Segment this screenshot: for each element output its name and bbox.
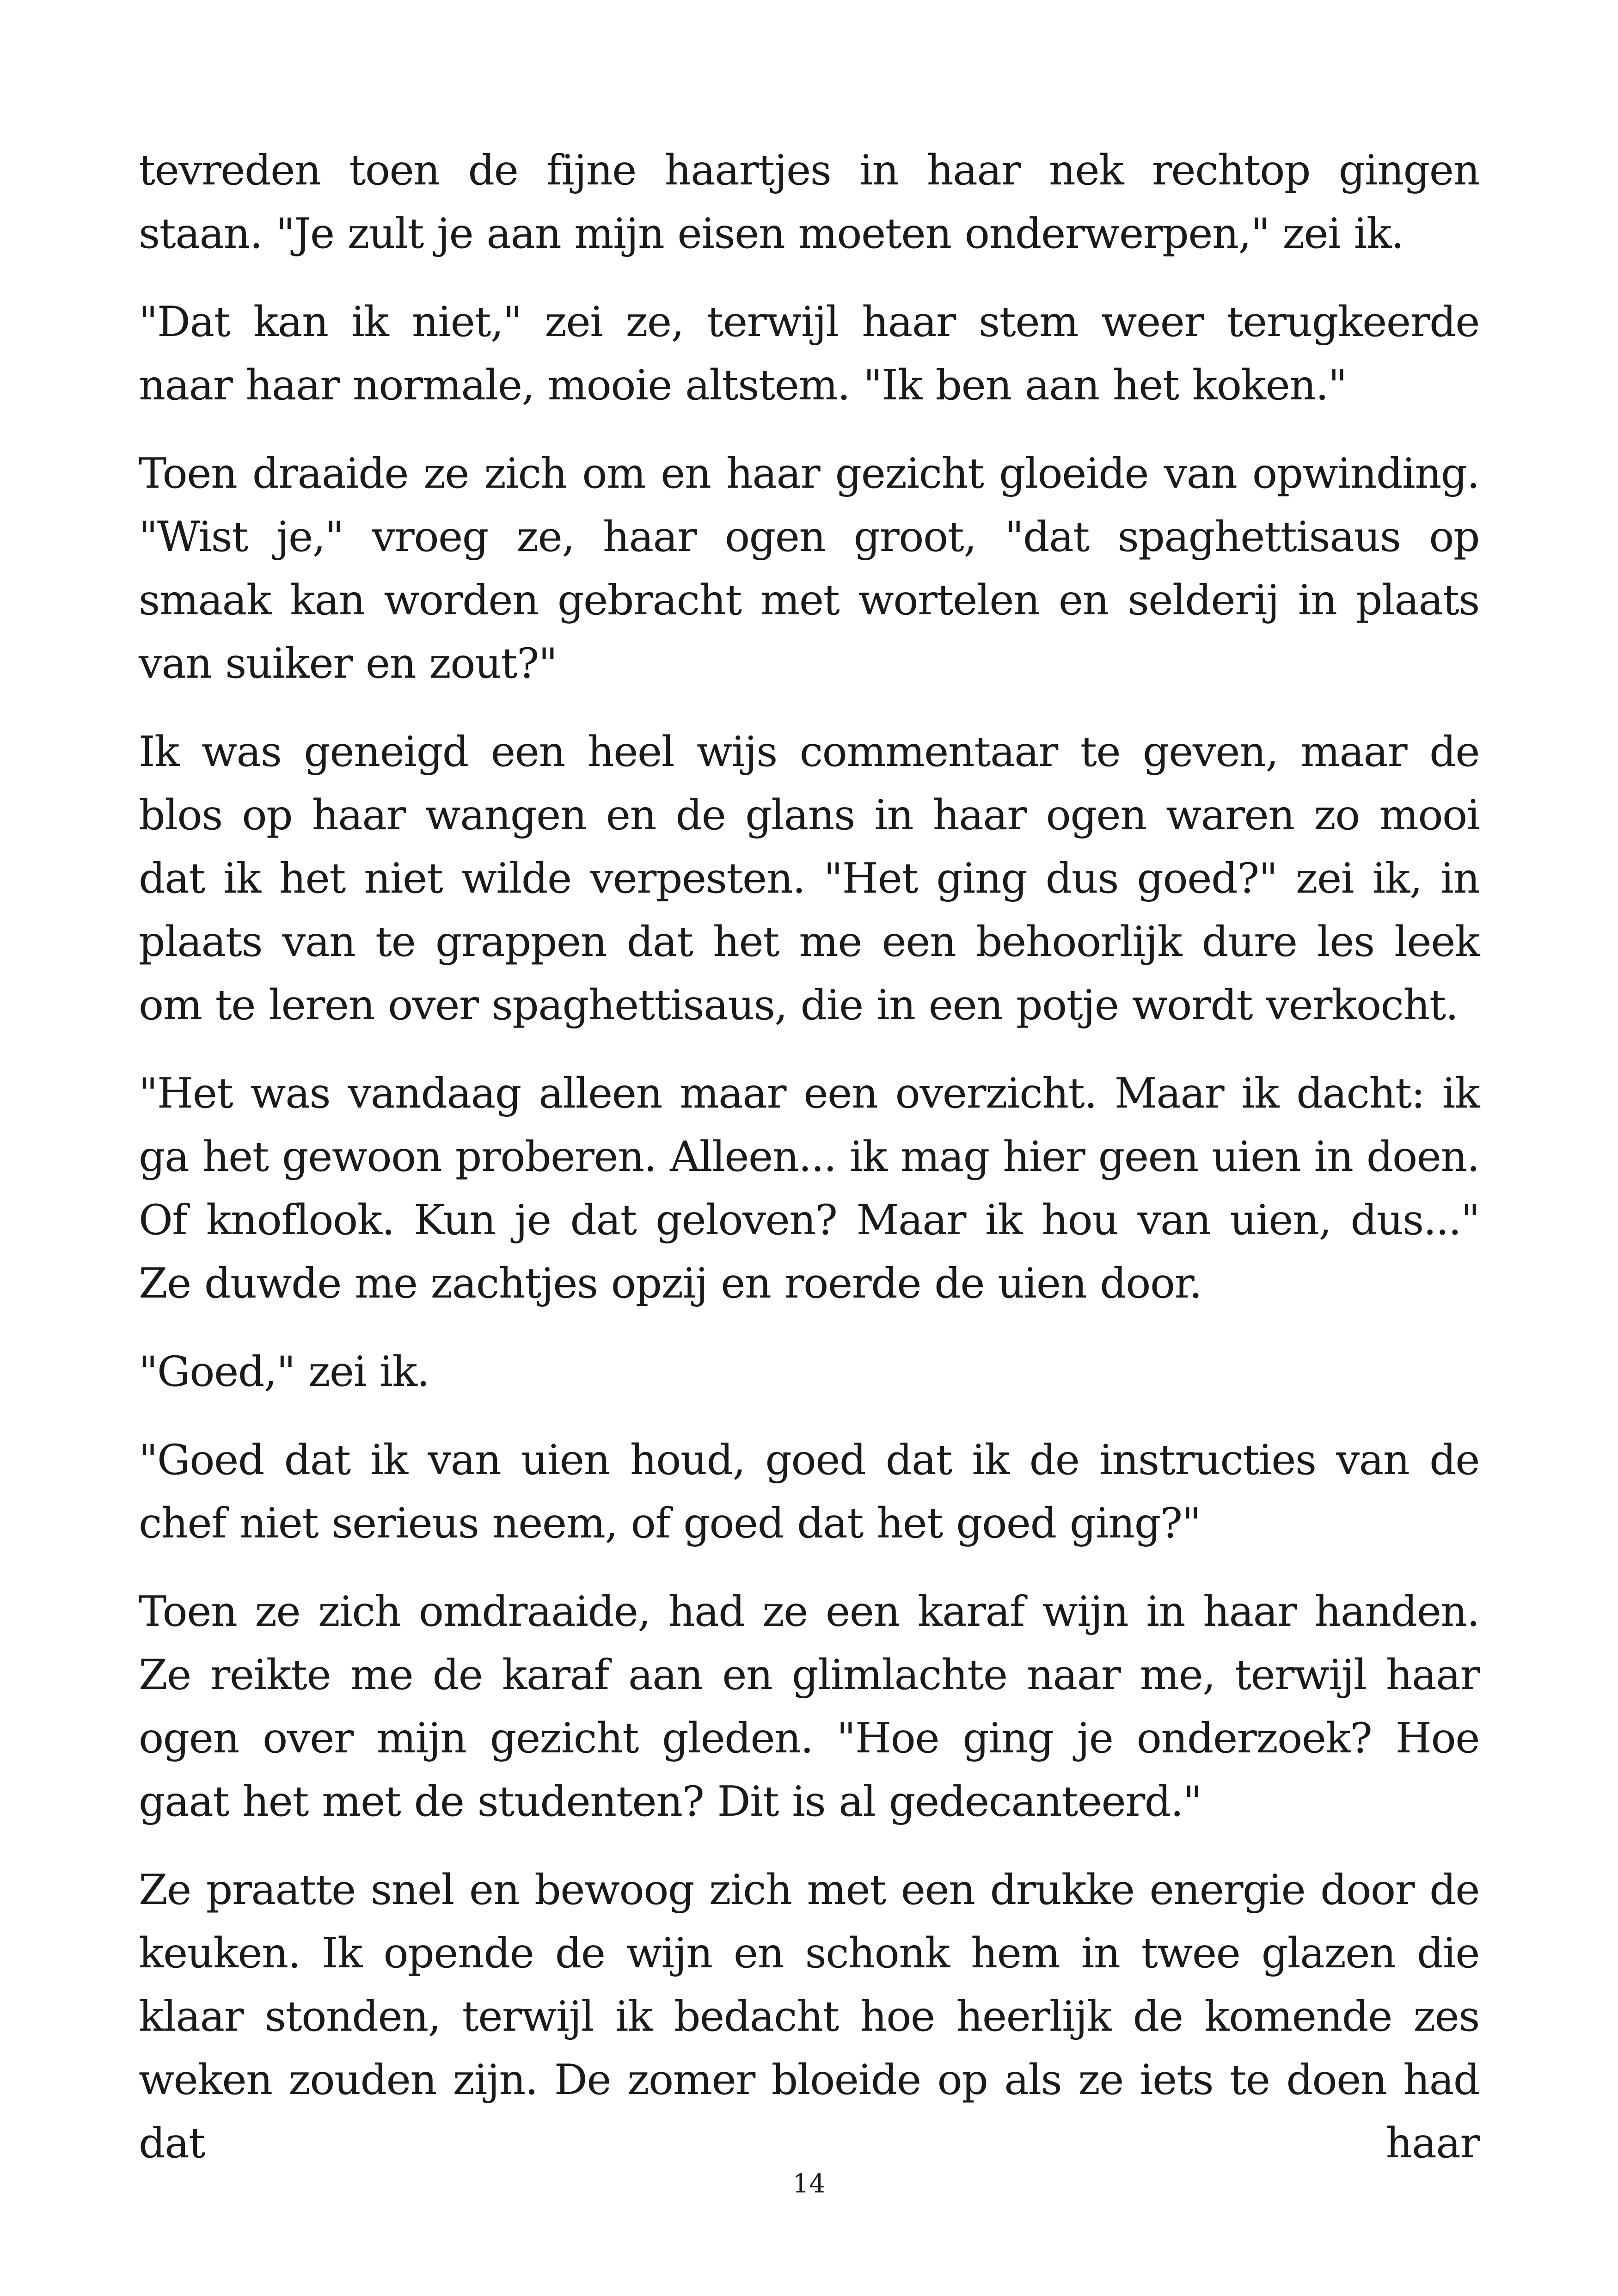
body-text [139,139,1479,2200]
paragraph: tevreden toen de fijne haartjes in haar nek rechtop gingen staan. "Je zult je aan mijn eisen moeten onderwerpen," zei ik. [139,146,1479,258]
page-number: 14 [792,2169,826,2199]
paragraph: Toen draaide ze zich om en haar gezicht gloeide van opwinding. "Wist je," vroeg ze, haar ogen groot, "dat spaghettisaus op smaak kan worden gebracht met wortelen en selderij in plaats van suiker en zout?" [139,449,1479,688]
paragraph: "Goed dat ik van uien houd, goed dat ik de instructies van de chef niet serieus neem, of goed dat het goed ging?" [139,1436,1479,1548]
paragraph: Ik was geneigd een heel wijs commentaar te geven, maar de blos op haar wangen en de glans in haar ogen waren zo mooi dat ik het niet wilde verpesten. "Het ging dus goed?" zei ik, in plaats van te grappen dat het me een behoorlijk dure les leek om te leren over spaghettisaus, die in een potje wordt verkocht. [139,728,1479,1029]
paragraph: "Dat kan ik niet," zei ze, terwijl haar stem weer terugkeerde naar haar normale, mooie altstem. "Ik ben aan het koken." [139,298,1479,410]
paragraph: "Goed," zei ik. [139,1347,429,1396]
paragraph: "Het was vandaag alleen maar een overzicht. Maar ik dacht: ik ga het gewoon proberen. Alleen... ik mag hier geen uien in doen. Of knoflook. Kun je dat geloven? Maar ik hou van uien, dus..." Ze duwde me zachtjes opzij en roerde de uien door. [139,1069,1479,1308]
paragraph: Toen ze zich omdraaide, had ze een karaf wijn in haar handen. Ze reikte me de karaf aan en glimlachte naar me, terwijl haar ogen over mijn gezicht gleden. "Hoe ging je onderzoek? Hoe gaat het met de studenten? Dit is al gedecanteerd." [139,1587,1479,1826]
paragraph: Ze praatte snel en bewoog zich met een drukke energie door de keuken. Ik opende de wijn en schonk hem in twee glazen die klaar stonden, terwijl ik bedacht hoe heerlijk de komende zes weken zouden zijn. De zomer bloeide op als ze iets te doen had dat haar [139,1866,1479,2167]
